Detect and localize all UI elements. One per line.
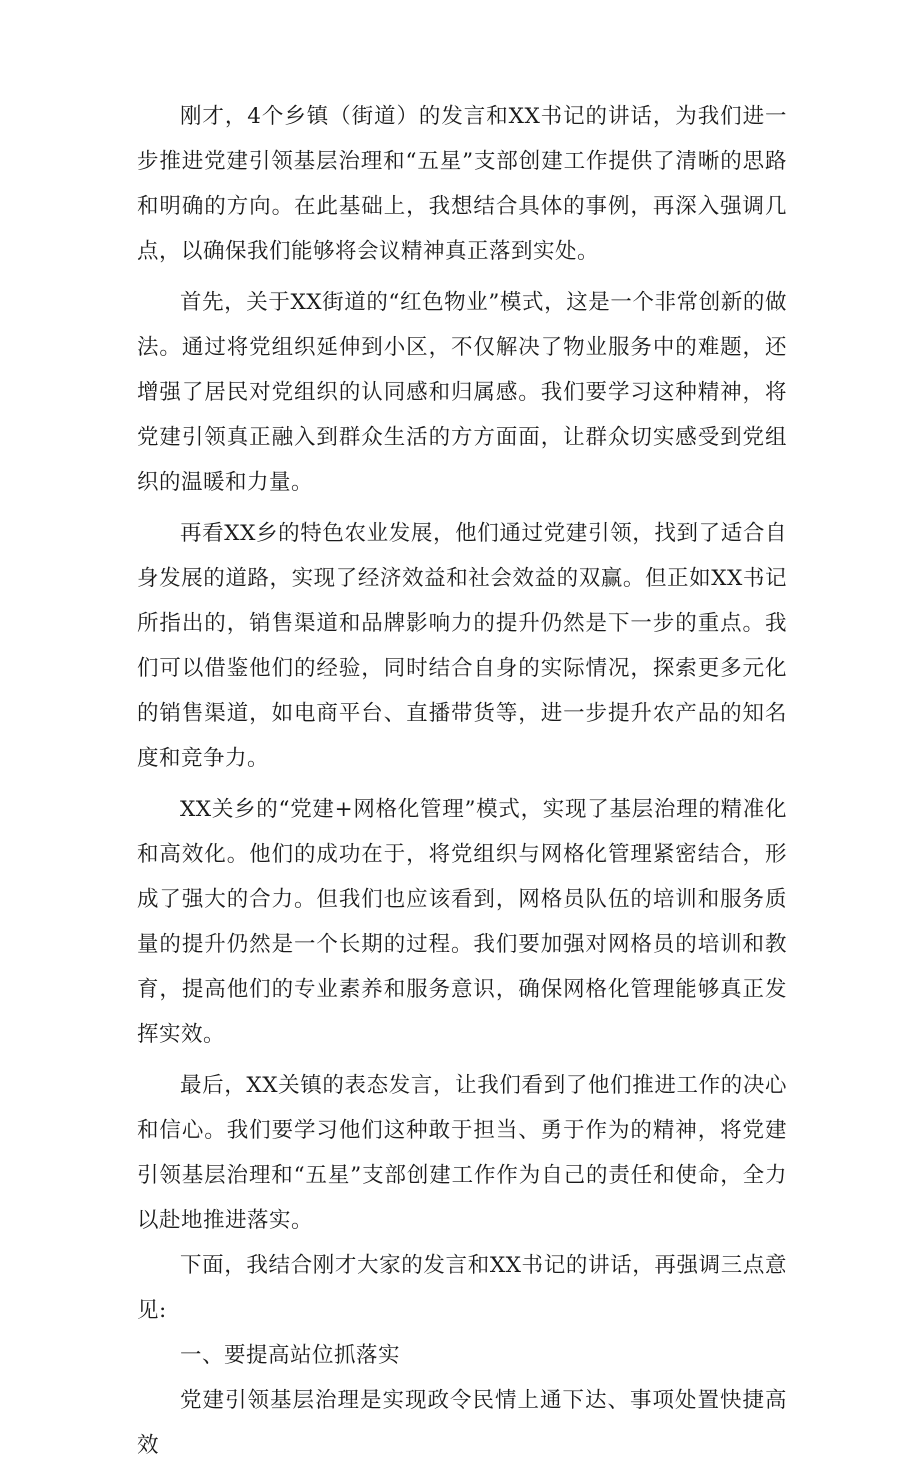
paragraph-5: 最后，XX关镇的表态发言，让我们看到了他们推进工作的决心和信心。我们要学习他们这种敢于担当、勇于作为的精神，将党建引领基层治理和“五星”支部创建工作作为自己的责任和使命，全力以赴地推进落实。 [137, 1073, 787, 1233]
paragraph-6: 下面，我结合刚才大家的发言和XX书记的讲话，再强调三点意见: [137, 1253, 787, 1323]
paragraph-4: XX关乡的“党建+网格化管理”模式，实现了基层治理的精准化和高效化。他们的成功在于，将党组织与网格化管理紧密结合，形成了强大的合力。但我们也应该看到，网格员队伍的培训和服务质量的提升仍然是一个长期的过程。我们要加强对网格员的培训和教育，提高他们的专业素养和服务意识，确保网格化管理能够真正发挥实效。 [137, 797, 787, 1047]
paragraph-3: 再看XX乡的特色农业发展，他们通过党建引领，找到了适合自身发展的道路，实现了经济效益和社会效益的双赢。但正如XX书记所指出的，销售渠道和品牌影响力的提升仍然是下一步的重点。我们可以借鉴他们的经验，同时结合自身的实际情况，探索更多元化的销售渠道，如电商平台、直播带货等，进一步提升农产品的知名度和竞争力。 [137, 521, 787, 771]
document-body [137, 94, 787, 1468]
paragraph-2: 首先，关于XX街道的“红色物业”模式，这是一个非常创新的做法。通过将党组织延伸到小区，不仅解决了物业服务中的难题，还增强了居民对党组织的认同感和归属感。我们要学习这种精神，将党建引领真正融入到群众生活的方方面面，让群众切实感受到党组织的温暖和力量。 [137, 290, 787, 495]
paragraph-7: 党建引领基层治理是实现政令民情上通下达、事项处置快捷高效 [137, 1388, 787, 1458]
section-heading: 一、要提高站位抓落实 [180, 1343, 401, 1368]
paragraph-1: 刚才，4个乡镇（街道）的发言和XX书记的讲话，为我们进一步推进党建引领基层治理和“五星”支部创建工作提供了清晰的思路和明确的方向。在此基础上，我想结合具体的事例，再深入强调几点，以确保我们能够将会议精神真正落到实处。 [137, 104, 787, 264]
